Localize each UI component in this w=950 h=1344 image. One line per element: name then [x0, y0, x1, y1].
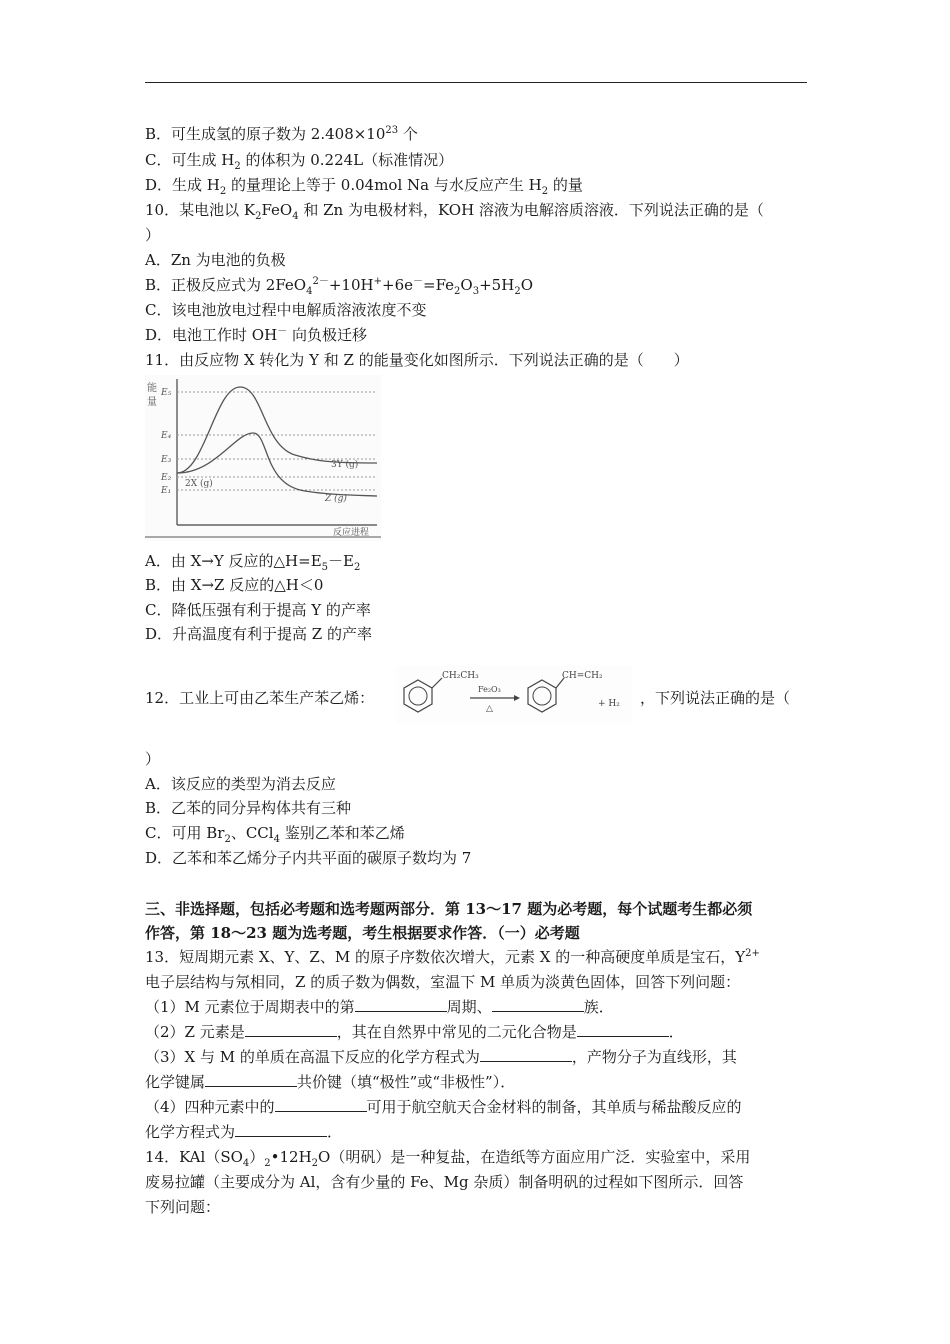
product-z-label: Z (g): [325, 494, 347, 504]
q13-stem-line-1: 13．短周期元素 X、Y、Z、M 的原子序数依次增大，元素 X 的一种高硬度单质是宝石，$Y^{2+}$: [145, 948, 760, 966]
q12-option-c: C．可用 $Br_2$、CCl$_4$ 鉴别乙苯和苯乙烯: [145, 824, 405, 845]
q13-part-2: （2）Z 元素是 ，其在自然界中常见的二元化合物是 ．: [145, 1023, 684, 1041]
heat-label: △: [486, 704, 493, 714]
q12-option-d: D．乙苯和苯乙烯分子内共平面的碳原子数均为 7: [145, 849, 472, 867]
q9-option-c: C．可生成 $H_2$ 的体积为 0.224L（标准情况）: [145, 151, 454, 172]
hydrogen-label: + H₂: [598, 699, 620, 709]
q9-option-d: D．生成 $H_2$ 的量理论上等于 0.04mol Na 与水反应产生 $H_2$ 的量: [145, 176, 583, 197]
q12-stem-tail: ，下列说法正确的是（: [640, 689, 791, 707]
answer-blank[interactable]: [235, 1122, 327, 1137]
level-e2: E₂: [161, 473, 172, 483]
answer-blank[interactable]: [245, 1022, 337, 1037]
q12-option-a: A．该反应的类型为消去反应: [145, 775, 336, 793]
q14-stem-line-3: 下列问题：: [145, 1198, 221, 1216]
q13-part-1: （1）M 元素位于周期表中的第 周期、 族．: [145, 998, 614, 1016]
energy-axis-label-1: 能: [147, 383, 157, 394]
answer-blank[interactable]: [275, 1097, 367, 1112]
header-rule: [145, 82, 807, 83]
q14-stem-line-1: 14．$KAl(SO_4)_2•12H_2O$（明矾）是一种复盐，在造纸等方面应用广泛．实验室中，采用: [145, 1148, 751, 1169]
level-e1: E₁: [161, 486, 172, 496]
vinyl-group-label: CH=CH₂: [562, 671, 603, 681]
q10-option-b: B．正极反应式为 $2FeO_4^{2-}+10H^++6e^-=Fe_2O_3+5H_2O$: [145, 276, 533, 297]
answer-blank[interactable]: [492, 997, 584, 1012]
answer-blank[interactable]: [577, 1022, 669, 1037]
answer-blank[interactable]: [355, 997, 447, 1012]
q13-part-3-line-1: （3）X 与 M 的单质在高温下反应的化学方程式为 ，产物分子为直线形，其: [145, 1048, 737, 1066]
q13-part-4-line-2: 化学方程式为 ．: [145, 1123, 343, 1141]
q10-stem: 10．某电池以 $K_2FeO_4$ 和 Zn 为电极材料，KOH 溶液为电解溶质溶液．下列说法正确的是（: [145, 201, 764, 222]
answer-blank[interactable]: [205, 1072, 297, 1087]
q12-option-b: B．乙苯的同分异构体共有三种: [145, 799, 352, 817]
q10-option-d: D．电池工作时 OH－ 向负极迁移: [145, 326, 367, 344]
q12-stem-close: ）: [145, 750, 161, 768]
section-3-heading-line-1: 三、非选择题，包括必考题和选考题两部分．第 13～17 题为必考题，每个试题考生都必须: [145, 900, 753, 918]
catalyst-label: Fe₂O₃: [478, 685, 501, 694]
level-e5: E₅: [161, 388, 172, 398]
section-3-heading-line-2: 作答，第 18～23 题为选考题，考生根据要求作答．（一）必考题: [145, 924, 580, 942]
answer-blank[interactable]: [480, 1047, 572, 1062]
q13-stem-line-2: 电子层结构与氖相同，Z 的质子数为偶数，室温下 M 单质为淡黄色固体，回答下列问题：: [145, 973, 741, 991]
q9-option-b: B．可生成氢的原子数为 $2.408\times 10^{23}$ 个: [145, 125, 418, 143]
product-y-label: 3Y (g): [331, 460, 359, 470]
level-e3: E₃: [161, 455, 172, 465]
energy-axis-label-2: 量: [147, 397, 157, 408]
q11-stem: 11．由反应物 X 转化为 Y 和 Z 的能量变化如图所示．下列说法正确的是（ ）: [145, 351, 689, 369]
reactant-label: 2X (g): [185, 479, 213, 489]
q14-stem-line-2: 废易拉罐（主要成分为 Al，含有少量的 Fe、Mg 杂质）制备明矾的过程如下图所示．回答: [145, 1173, 744, 1191]
q12-stem-lead: 12．工业上可由乙苯生产苯乙烯：: [145, 689, 375, 707]
q11-option-a: A．由 X→Y 反应的$\triangle H=E_5-E_2$: [145, 552, 361, 573]
q11-option-c: C．降低压强有利于提高 Y 的产率: [145, 601, 371, 619]
reaction-scheme: [396, 666, 632, 724]
q11-option-d: D．升高温度有利于提高 Z 的产率: [145, 625, 372, 643]
ethyl-group-label: CH₂CH₃: [442, 671, 479, 681]
q10-option-a: A．Zn 为电池的负极: [145, 251, 286, 269]
x-axis-label: 反应进程: [333, 528, 370, 538]
q10-stem-close: ）: [145, 226, 161, 244]
q13-part-3-line-2: 化学键属 共价键（填“极性”或“非极性”）．: [145, 1073, 516, 1091]
energy-diagram: [145, 375, 381, 541]
level-e4: E₄: [161, 431, 172, 441]
q10-option-c: C．该电池放电过程中电解质溶液浓度不变: [145, 301, 427, 319]
q11-option-b: B．由 X→Z 反应的△H＜0: [145, 576, 324, 594]
q13-part-4-line-1: （4）四种元素中的 可用于航空航天合金材料的制备，其单质与稀盐酸反应的: [145, 1098, 742, 1116]
